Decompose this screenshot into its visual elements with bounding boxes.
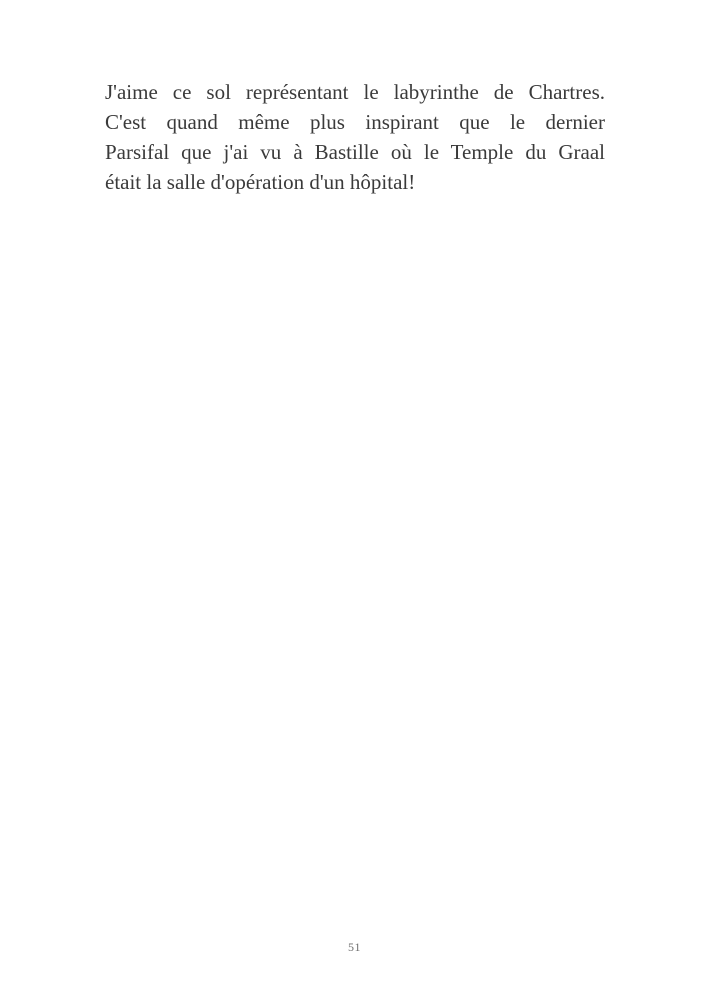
page-number: 51 [348, 940, 361, 954]
paragraph-line: Parsifal que j'ai vu à Bastille où le Temple du Graal [105, 140, 605, 164]
paragraph-line: était la salle d'opération d'un hôpital! [105, 170, 416, 194]
paragraph [105, 77, 605, 197]
paragraph-line: J'aime ce sol représentant le labyrinthe de Chartres. [105, 80, 605, 104]
paragraph-line: C'est quand même plus inspirant que le dernier [105, 110, 605, 134]
